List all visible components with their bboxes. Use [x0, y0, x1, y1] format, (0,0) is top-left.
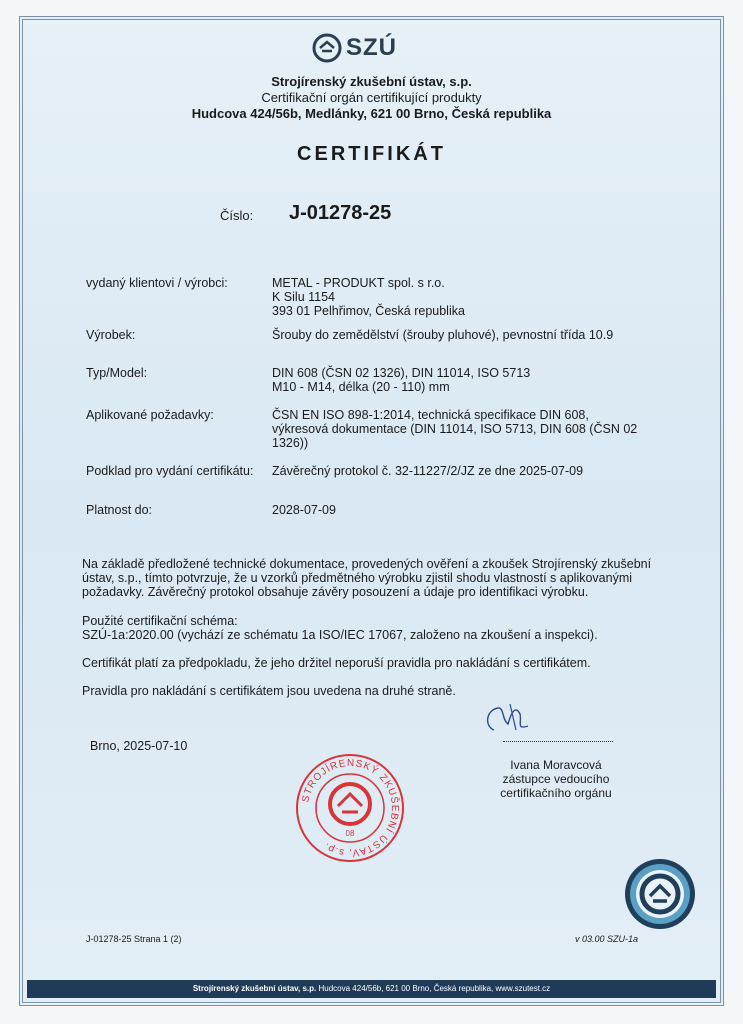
org-name: Strojírenský zkušební ústav, s.p. — [271, 74, 472, 89]
szu-logo — [312, 33, 432, 63]
model-line: DIN 608 (ČSN 02 1326), DIN 11014, ISO 5713 — [272, 366, 531, 380]
requirements-value — [272, 408, 652, 450]
model-value — [272, 366, 632, 394]
requirements-label: Aplikované požadavky: — [86, 408, 214, 422]
number-label: Číslo: — [220, 208, 254, 223]
validity-value: 2028-07-09 — [272, 503, 336, 517]
model-label: Typ/Model: — [86, 366, 148, 380]
logo-text: SZÚ — [346, 34, 397, 61]
scheme-line: Použité certifikační schéma: — [82, 614, 238, 628]
issued-line: 393 01 Pelhřimov, Česká republika — [272, 304, 465, 318]
org-address: Hudcova 424/56b, Medlánky, 621 00 Brno, Česká republika — [191, 106, 552, 121]
validity-label: Platnost do: — [86, 503, 153, 517]
signatory-name: Ivana Moravcová — [510, 758, 602, 772]
certificate-number: J-01278-25 — [289, 202, 392, 224]
issued-line: METAL - PRODUKT spol. s r.o. — [272, 276, 445, 290]
signature-line — [503, 741, 613, 742]
issued-value — [272, 276, 632, 318]
scheme-line: SZÚ-1a:2020.00 (vychází ze schématu 1a ISO/IEC 17067, založeno na zkoušení a inspekci). — [82, 628, 598, 642]
signatory-role: zástupce vedoucího — [502, 772, 610, 786]
scheme-paragraph — [82, 614, 662, 642]
requirements-line: výkresová dokumentace (DIN 11014, ISO 5713, DIN 608 (ČSN 02 — [272, 422, 638, 436]
product-label: Výrobek: — [86, 328, 136, 342]
hologram-seal-icon — [624, 858, 696, 930]
org-subtitle: Certifikační orgán certifikující produkty — [261, 90, 482, 105]
footer-bar — [27, 980, 716, 998]
requirements-line: 1326)) — [272, 436, 309, 450]
signatory-role: certifikačního orgánu — [500, 786, 612, 800]
basis-label: Podklad pro vydání certifikátu: — [86, 464, 254, 478]
official-stamp-icon — [294, 752, 406, 864]
basis-value: Závěrečný protokol č. 32-11227/2/JZ ze dne 2025-07-09 — [272, 464, 584, 478]
validity-condition: Certifikát platí za předpokladu, že jeho držitel neporuší pravidla pro nakládání s certifikátem. — [82, 656, 591, 670]
footer-org: Strojírenský zkušební ústav, s.p. — [192, 984, 317, 993]
signatory-block — [470, 758, 642, 800]
szu-logo-icon — [312, 33, 344, 63]
issued-label: vydaný klientovi / výrobci: — [86, 276, 228, 290]
stamp-number: 08 — [345, 829, 355, 838]
rules-note: Pravidla pro nakládání s certifikátem jsou uvedena na druhé straně. — [82, 684, 456, 698]
stamp-ring-text: STROJÍRENSKÝ ZKUŠEBNÍ ÚSTAV, s.p. — [300, 757, 401, 859]
model-line: M10 - M14, délka (20 - 110) mm — [272, 380, 450, 394]
certificate-title: CERTIFIKÁT — [297, 143, 446, 165]
page-info: J-01278-25 Strana 1 (2) — [86, 934, 182, 944]
requirements-line: ČSN EN ISO 898-1:2014, technická specifikace DIN 608, — [272, 408, 589, 422]
signature-icon — [480, 700, 540, 742]
form-version: v 03.00 SZU-1a — [575, 934, 639, 944]
statement-line: ústav, s.p., tímto potvrzuje, že u vzorků předmětného výrobku zjistil shodu vlastností s aplikovanými — [82, 571, 633, 585]
statement-line: požadavky. Závěrečný protokol obsahuje závěry posouzení a údaje pro identifikaci výrobku. — [82, 585, 589, 599]
footer-address: Hudcova 424/56b, 621 00 Brno, Česká republika, www.szutest.cz — [318, 984, 551, 993]
statement-paragraph — [82, 557, 662, 599]
place-date: Brno, 2025-07-10 — [90, 739, 188, 753]
product-value: Šrouby do zemědělství (šrouby pluhové), pevnostní třída 10.9 — [272, 328, 614, 342]
statement-line: Na základě předložené technické dokumentace, provedených ověření a zkoušek Strojírenský zkušební — [82, 557, 652, 571]
issued-line: K Silu 1154 — [272, 290, 336, 304]
